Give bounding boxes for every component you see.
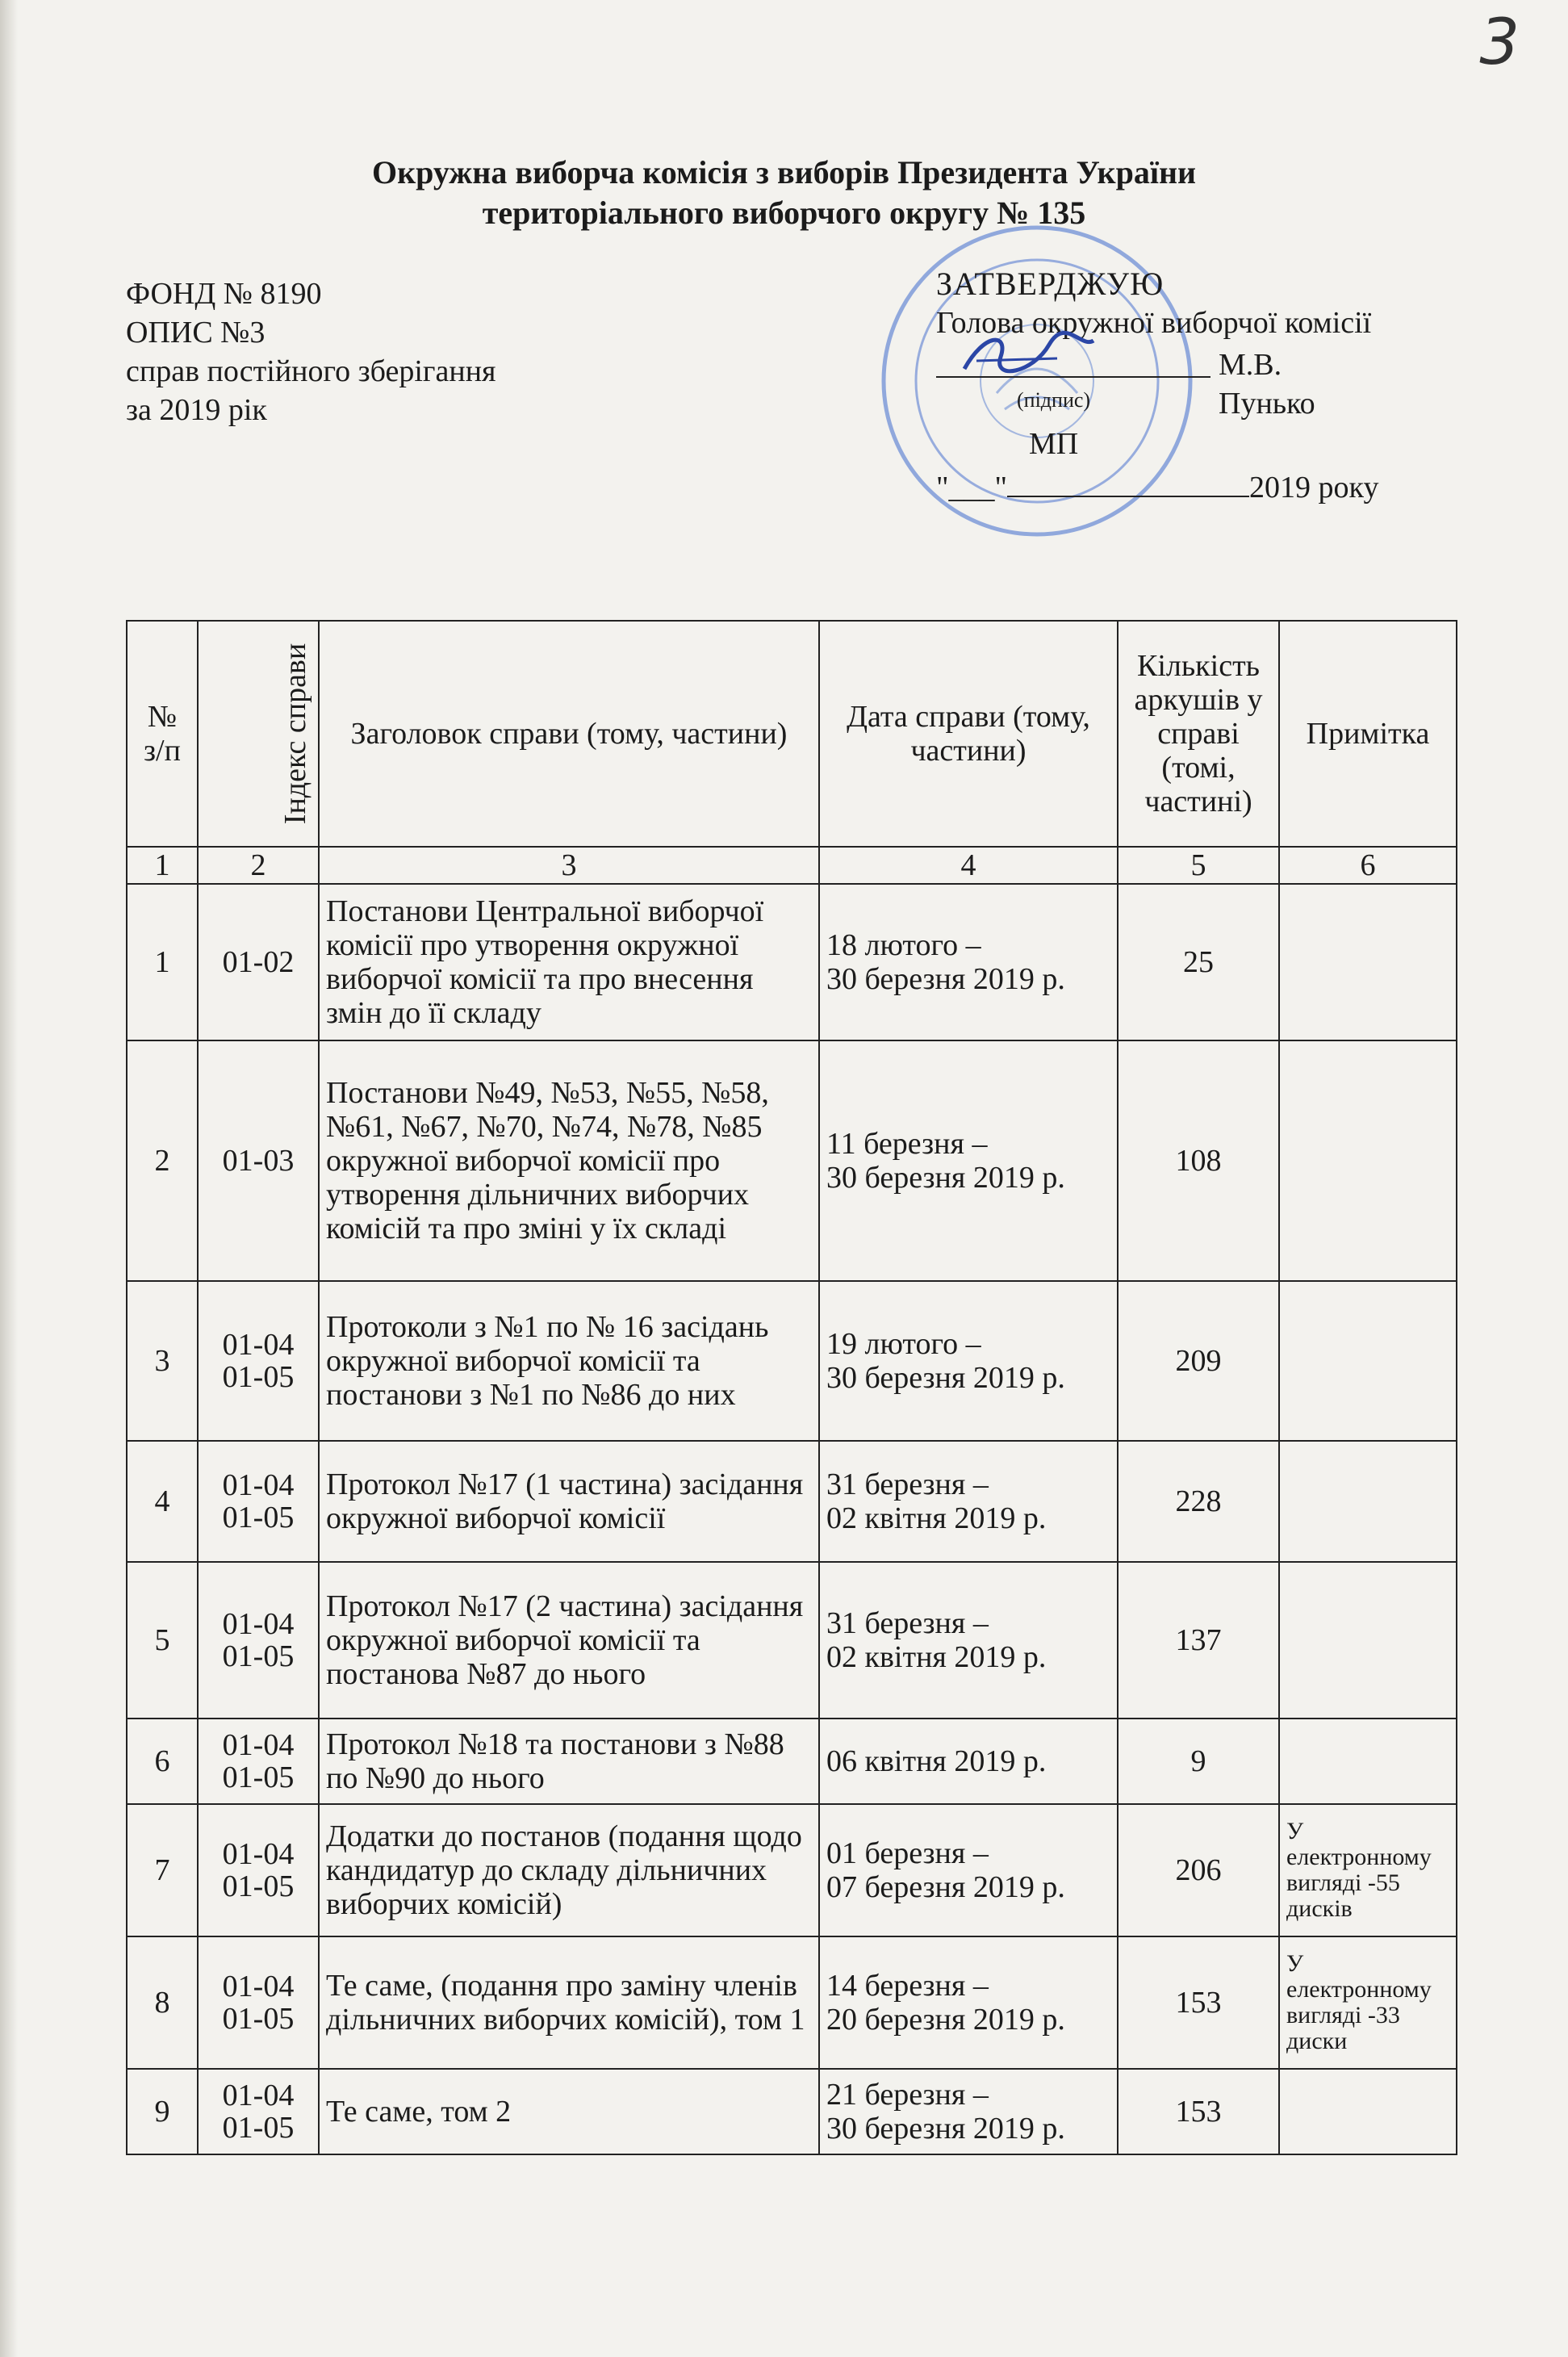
row-title: Протоколи з №1 по № 16 засідань окружної виборчої комісії та постанови з №1 по №86 до них	[319, 1281, 819, 1441]
table-row	[127, 1804, 1457, 1936]
row-note	[1279, 884, 1457, 1040]
header-date: Дата справи (тому, частини)	[819, 621, 1118, 847]
row-title: Те саме, том 2	[319, 2069, 819, 2154]
row-date: 14 березня – 20 березня 2019 р.	[819, 1936, 1118, 2069]
page-edge-shadow	[0, 0, 18, 2357]
column-numbers-row	[127, 847, 1457, 884]
row-sheets: 228	[1118, 1441, 1279, 1562]
row-note	[1279, 1281, 1457, 1441]
column-number: 1	[127, 847, 198, 884]
row-index: 01-03	[198, 1040, 319, 1281]
row-index: 01-04 01-05	[198, 1441, 319, 1562]
approval-block	[936, 265, 1372, 421]
table-row	[127, 1281, 1457, 1441]
row-date: 19 лютого – 30 березня 2019 р.	[819, 1281, 1118, 1441]
fond-info	[126, 274, 496, 429]
column-number: 5	[1118, 847, 1279, 884]
row-sheets: 206	[1118, 1804, 1279, 1936]
row-note: У електронному вигляді -33 диски	[1279, 1936, 1457, 2069]
signature-icon	[960, 324, 1098, 381]
row-index: 01-04 01-05	[198, 2069, 319, 2154]
row-index: 01-04 01-05	[198, 1804, 319, 1936]
storage-type: справ постійного зберігання	[126, 354, 496, 388]
row-sheets: 209	[1118, 1281, 1279, 1441]
row-num: 8	[127, 1936, 198, 2069]
table-row	[127, 1040, 1457, 1281]
signature-line	[936, 376, 1210, 378]
table-header-row	[127, 621, 1457, 847]
row-note	[1279, 1562, 1457, 1719]
row-date: 31 березня – 02 квітня 2019 р.	[819, 1441, 1118, 1562]
row-num: 4	[127, 1441, 198, 1562]
approval-position: Голова окружної виборчої комісії	[936, 306, 1372, 340]
row-sheets: 25	[1118, 884, 1279, 1040]
date-suffix: 2019 року	[1249, 471, 1379, 504]
table-row	[127, 1441, 1457, 1562]
row-date: 18 лютого – 30 березня 2019 р.	[819, 884, 1118, 1040]
header-num: № з/п	[127, 621, 198, 847]
row-title: Постанови Центральної виборчої комісії про утворення окружної виборчої комісії та про внесення змін до її складу	[319, 884, 819, 1040]
row-sheets: 108	[1118, 1040, 1279, 1281]
table-row	[127, 884, 1457, 1040]
row-date: 31 березня – 02 квітня 2019 р.	[819, 1562, 1118, 1719]
row-sheets: 153	[1118, 2069, 1279, 2154]
row-sheets: 153	[1118, 1936, 1279, 2069]
column-number: 3	[319, 847, 819, 884]
table-row	[127, 1719, 1457, 1804]
header-title: Заголовок справи (тому, частини)	[319, 621, 819, 847]
row-title: Протокол №18 та постанови з №88 по №90 до нього	[319, 1719, 819, 1804]
row-title: Протокол №17 (2 частина) засідання окружної виборчої комісії та постанова №87 до нього	[319, 1562, 819, 1719]
document-title-line2: територіального виборчого округу № 135	[482, 195, 1086, 231]
row-num: 1	[127, 884, 198, 1040]
row-title: Додатки до постанов (подання щодо кандидатур до складу дільничних виборчих комісій)	[319, 1804, 819, 1936]
row-title: Те саме, (подання про заміну членів дільничних виборчих комісій), том 1	[319, 1936, 819, 2069]
row-note	[1279, 1719, 1457, 1804]
opys-number: ОПИС №3	[126, 316, 266, 350]
signature-caption: (підпис)	[1017, 388, 1091, 412]
row-num: 5	[127, 1562, 198, 1719]
row-index: 01-04 01-05	[198, 1562, 319, 1719]
column-number: 2	[198, 847, 319, 884]
fond-number: ФОНД № 8190	[126, 277, 322, 311]
row-date: 01 березня – 07 березня 2019 р.	[819, 1804, 1118, 1936]
table-row	[127, 2069, 1457, 2154]
folio-number: 3	[1479, 6, 1520, 79]
column-number: 6	[1279, 847, 1457, 884]
document-title-line1: Окружна виборча комісія з виборів Президента України	[371, 154, 1197, 190]
row-index: 01-04 01-05	[198, 1281, 319, 1441]
row-title: Протокол №17 (1 частина) засідання окружної виборчої комісії	[319, 1441, 819, 1562]
row-date: 06 квітня 2019 р.	[819, 1719, 1118, 1804]
approval-date-line	[936, 468, 1378, 505]
seal-label: МП	[1029, 427, 1079, 461]
column-number: 4	[819, 847, 1118, 884]
row-date: 11 березня – 30 березня 2019 р.	[819, 1040, 1118, 1281]
row-index: 01-04 01-05	[198, 1936, 319, 2069]
row-note	[1279, 2069, 1457, 2154]
table-row	[127, 1936, 1457, 2069]
row-num: 3	[127, 1281, 198, 1441]
records-table	[126, 620, 1457, 2155]
row-num: 6	[127, 1719, 198, 1804]
approval-heading: ЗАТВЕРДЖУЮ	[936, 266, 1165, 302]
row-sheets: 9	[1118, 1719, 1279, 1804]
row-note	[1279, 1441, 1457, 1562]
date-prefix: "___"	[936, 471, 1008, 504]
row-num: 9	[127, 2069, 198, 2154]
chairman-name: М.В. Пунько	[1219, 348, 1315, 421]
header-sheets: Кількість аркушів у справі (томі, частині)	[1118, 621, 1279, 847]
row-date: 21 березня – 30 березня 2019 р.	[819, 2069, 1118, 2154]
row-note	[1279, 1040, 1457, 1281]
row-index: 01-02	[198, 884, 319, 1040]
row-note: У електронному вигляді -55 дисків	[1279, 1804, 1457, 1936]
date-blank	[1007, 468, 1249, 497]
row-num: 7	[127, 1804, 198, 1936]
header-note: Примітка	[1279, 621, 1457, 847]
row-index: 01-04 01-05	[198, 1719, 319, 1804]
row-title: Постанови №49, №53, №55, №58, №61, №67, №70, №74, №78, №85 окружної виборчої комісії про утворення дільничних виборчих комісій та про зміні у їх складі	[319, 1040, 819, 1281]
row-num: 2	[127, 1040, 198, 1281]
header-index: Індекс справи	[198, 621, 319, 847]
row-sheets: 137	[1118, 1562, 1279, 1719]
fond-year: за 2019 рік	[126, 393, 267, 427]
table-row	[127, 1562, 1457, 1719]
